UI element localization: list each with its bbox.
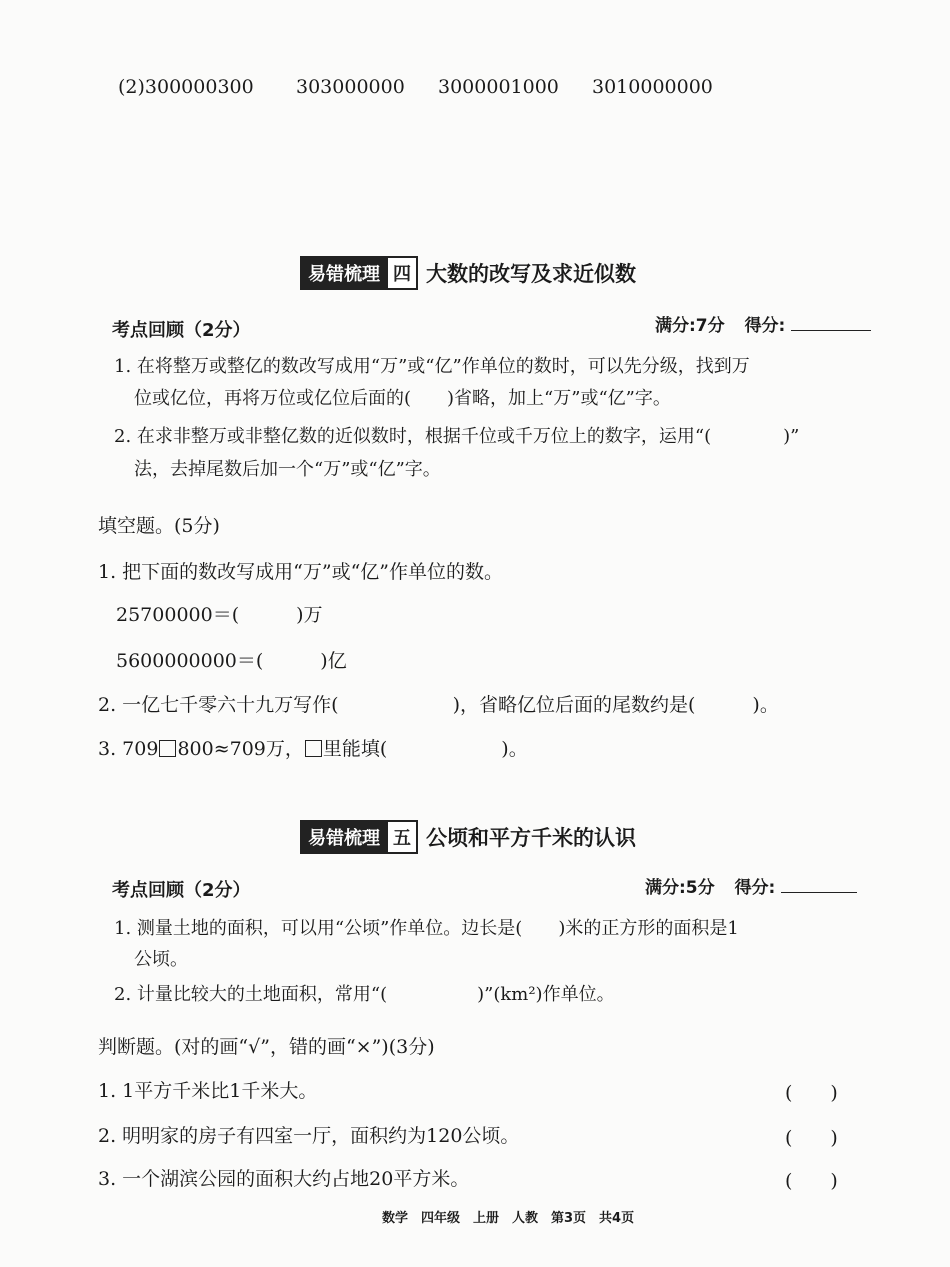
section4-question-1a: 25700000＝( )万 (116, 604, 323, 626)
section4-question-3 (98, 734, 528, 761)
section5-review-1b: 公顷。 (134, 949, 188, 970)
section5-full-score: 满分:5分 (645, 878, 715, 898)
section4-full-score: 满分:7分 (655, 316, 725, 336)
section5-heading (300, 820, 636, 854)
top-answer-line (118, 76, 838, 98)
section4-review-1a: 1. 在将整万或整亿的数改写成用“万”或“亿”作单位的数时，可以先分级，找到万 (114, 356, 750, 377)
section4-badge-main: 易错梳理 (302, 258, 386, 288)
page-footer: 数学 四年级 上册 人教 第3页 共4页 (382, 1211, 635, 1226)
section5-title: 公顷和平方千米的认识 (426, 826, 636, 850)
section5-badge (300, 820, 418, 854)
section4-got-score: 得分: (744, 316, 786, 336)
section5-badge-main: 易错梳理 (302, 822, 386, 852)
section5-judge-3: 3. 一个湖滨公园的面积大约占地20平方米。 (98, 1168, 470, 1190)
section4-fill-label: 填空题。(5分) (98, 515, 220, 537)
section4-review-label: 考点回顾（2分） (112, 320, 251, 341)
section4-heading (300, 256, 636, 290)
top-number-3: 3000001000 (438, 76, 559, 98)
section4-score (655, 311, 871, 336)
square-box-icon (159, 740, 176, 757)
section4-question-1: 1. 把下面的数改写成用“万”或“亿”作单位的数。 (98, 561, 504, 583)
section5-score (645, 873, 857, 898)
section4-score-blank[interactable] (791, 314, 871, 331)
section4-review-2a: 2. 在求非整万或非整亿数的近似数时，根据千位或千万位上的数字，运用“( )” (114, 426, 800, 447)
section4-review-1b: 位或亿位，再将万位或亿位后面的( )省略，加上“万”或“亿”字。 (134, 388, 671, 409)
section4-title: 大数的改写及求近似数 (426, 262, 636, 286)
top-number-2: 303000000 (296, 76, 405, 98)
section5-score-blank[interactable] (781, 876, 857, 893)
section5-judge-2: 2. 明明家的房子有四室一厅，面积约为120公顷。 (98, 1125, 520, 1147)
section4-badge (300, 256, 418, 290)
section4-badge-number: 四 (386, 258, 416, 288)
section5-review-1a: 1. 测量土地的面积，可以用“公顷”作单位。边长是( )米的正方形的面积是1 (114, 918, 739, 939)
judge-2-answer-paren[interactable]: ( ) (785, 1127, 838, 1149)
section4-question-2: 2. 一亿七千零六十九万写作( )，省略亿位后面的尾数约是( )。 (98, 694, 779, 716)
section5-review-2: 2. 计量比较大的土地面积，常用“( )”(km²)作单位。 (114, 984, 615, 1005)
section4-question-1b: 5600000000＝( )亿 (116, 650, 347, 672)
section5-judge-1: 1. 1平方千米比1千米大。 (98, 1080, 318, 1102)
judge-1-answer-paren[interactable]: ( ) (785, 1082, 838, 1104)
section5-judge-label: 判断题。(对的画“√”，错的画“×”)(3分) (98, 1036, 435, 1058)
section5-badge-number: 五 (386, 822, 416, 852)
section4-q3-prefix: 3. 709 (98, 738, 159, 760)
judge-3-answer-paren[interactable]: ( ) (785, 1170, 838, 1192)
section5-review-label: 考点回顾（2分） (112, 880, 251, 901)
section4-q3-suffix: 里能填( )。 (322, 738, 528, 760)
top-number-4: 3010000000 (592, 76, 713, 98)
top-number-1: (2)300000300 (118, 76, 254, 98)
section4-q3-middle: 800≈709万， (177, 738, 304, 760)
section5-got-score: 得分: (734, 878, 776, 898)
square-box-icon (305, 740, 322, 757)
section4-review-2b: 法，去掉尾数后加一个“万”或“亿”字。 (134, 459, 441, 480)
